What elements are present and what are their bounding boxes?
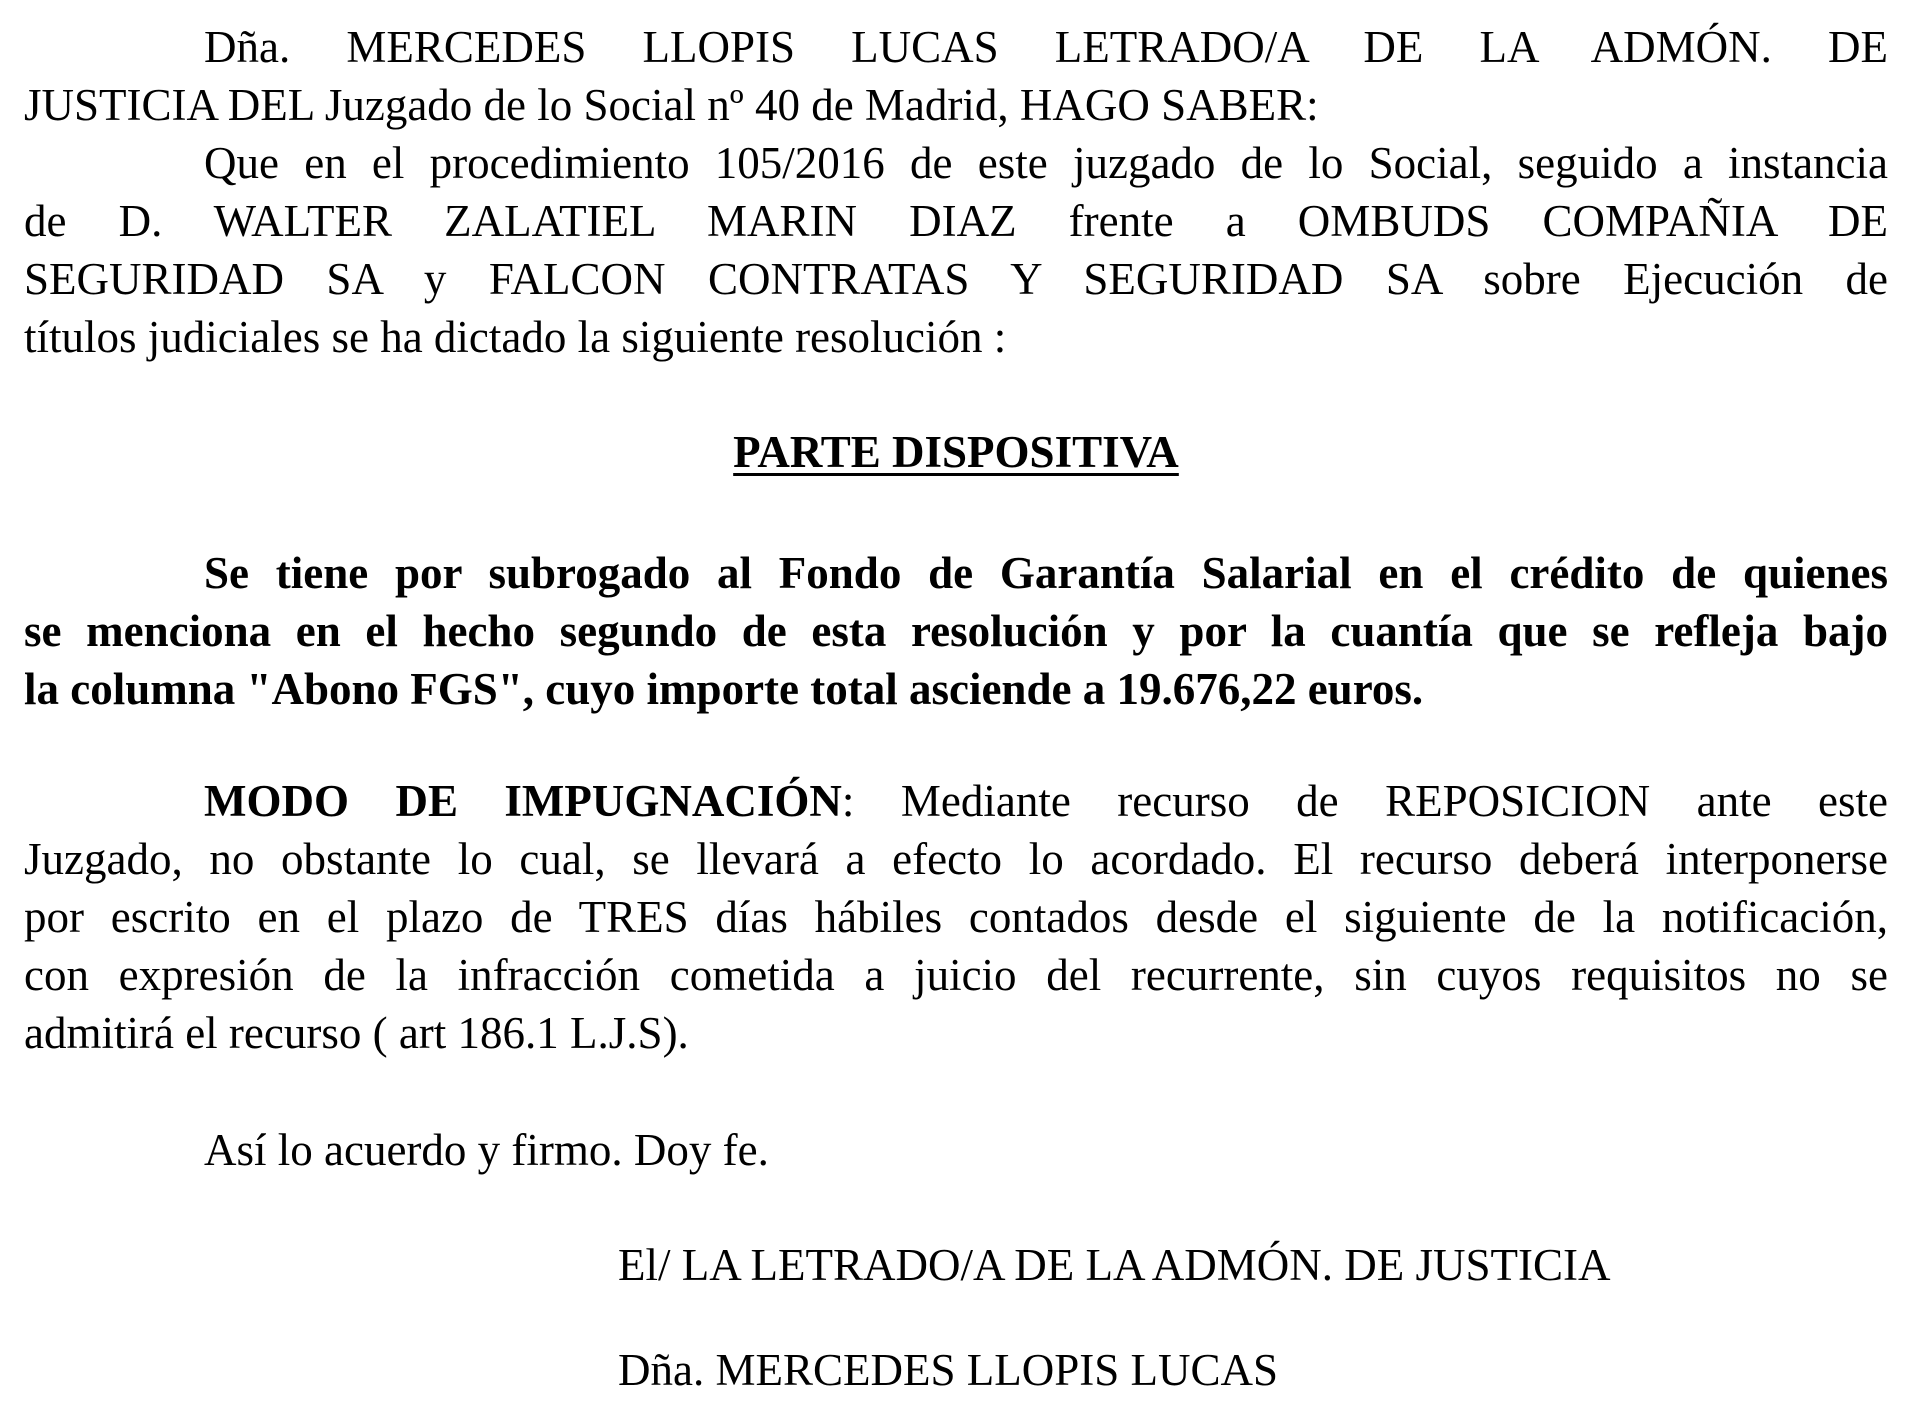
appeal-line: admitirá el recurso ( art 186.1 L.J.S). xyxy=(24,1008,689,1058)
procedure-paragraph xyxy=(24,134,1888,366)
procedure-line: SEGURIDAD SA y FALCON CONTRATAS Y SEGURIDAD SA sobre Ejecución de xyxy=(24,254,1888,304)
appeal-first-line xyxy=(24,772,1888,830)
ruling-line: la columna "Abono FGS", cuyo importe total asciende a 19.676,22 euros. xyxy=(24,664,1424,714)
appeal-label: MODO DE IMPUGNACIÓN xyxy=(204,776,842,826)
procedure-line: de D. WALTER ZALATIEL MARIN DIAZ frente a OMBUDS COMPAÑIA DE xyxy=(24,196,1888,246)
ruling-line: se menciona en el hecho segundo de esta resolución y por la cuantía que se refleja bajo xyxy=(24,606,1888,656)
intro-line: Dña. MERCEDES LLOPIS LUCAS LETRADO/A DE LA ADMÓN. DE xyxy=(204,22,1888,72)
appeal-line: con expresión de la infracción cometida a juicio del recurrente, sin cuyos requisitos no se xyxy=(24,950,1888,1000)
signature-name: Dña. MERCEDES LLOPIS LUCAS xyxy=(618,1345,1279,1395)
ruling-line: Se tiene por subrogado al Fondo de Garantía Salarial en el crédito de quienes xyxy=(204,548,1888,598)
procedure-line: Que en el procedimiento 105/2016 de este juzgado de lo Social, seguido a instancia xyxy=(204,138,1888,188)
procedure-line: títulos judiciales se ha dictado la siguiente resolución : xyxy=(24,312,1007,362)
appeal-first-line-rest: : Mediante recurso de REPOSICION ante este xyxy=(841,776,1888,826)
intro-paragraph xyxy=(24,18,1888,134)
ruling-paragraph xyxy=(24,544,1888,718)
intro-line: JUSTICIA DEL Juzgado de lo Social nº 40 de Madrid, HAGO SABER: xyxy=(24,80,1319,130)
signature-title: El/ LA LETRADO/A DE LA ADMÓN. DE JUSTICIA xyxy=(618,1240,1611,1290)
closing-statement: Así lo acuerdo y firmo. Doy fe. xyxy=(204,1125,769,1175)
appeal-paragraph xyxy=(24,772,1888,1062)
section-heading: PARTE DISPOSITIVA xyxy=(733,427,1179,477)
appeal-line: por escrito en el plazo de TRES días hábiles contados desde el siguiente de la notificación, xyxy=(24,892,1888,942)
appeal-line: Juzgado, no obstante lo cual, se llevará a efecto lo acordado. El recurso deberá interponerse xyxy=(24,834,1888,884)
